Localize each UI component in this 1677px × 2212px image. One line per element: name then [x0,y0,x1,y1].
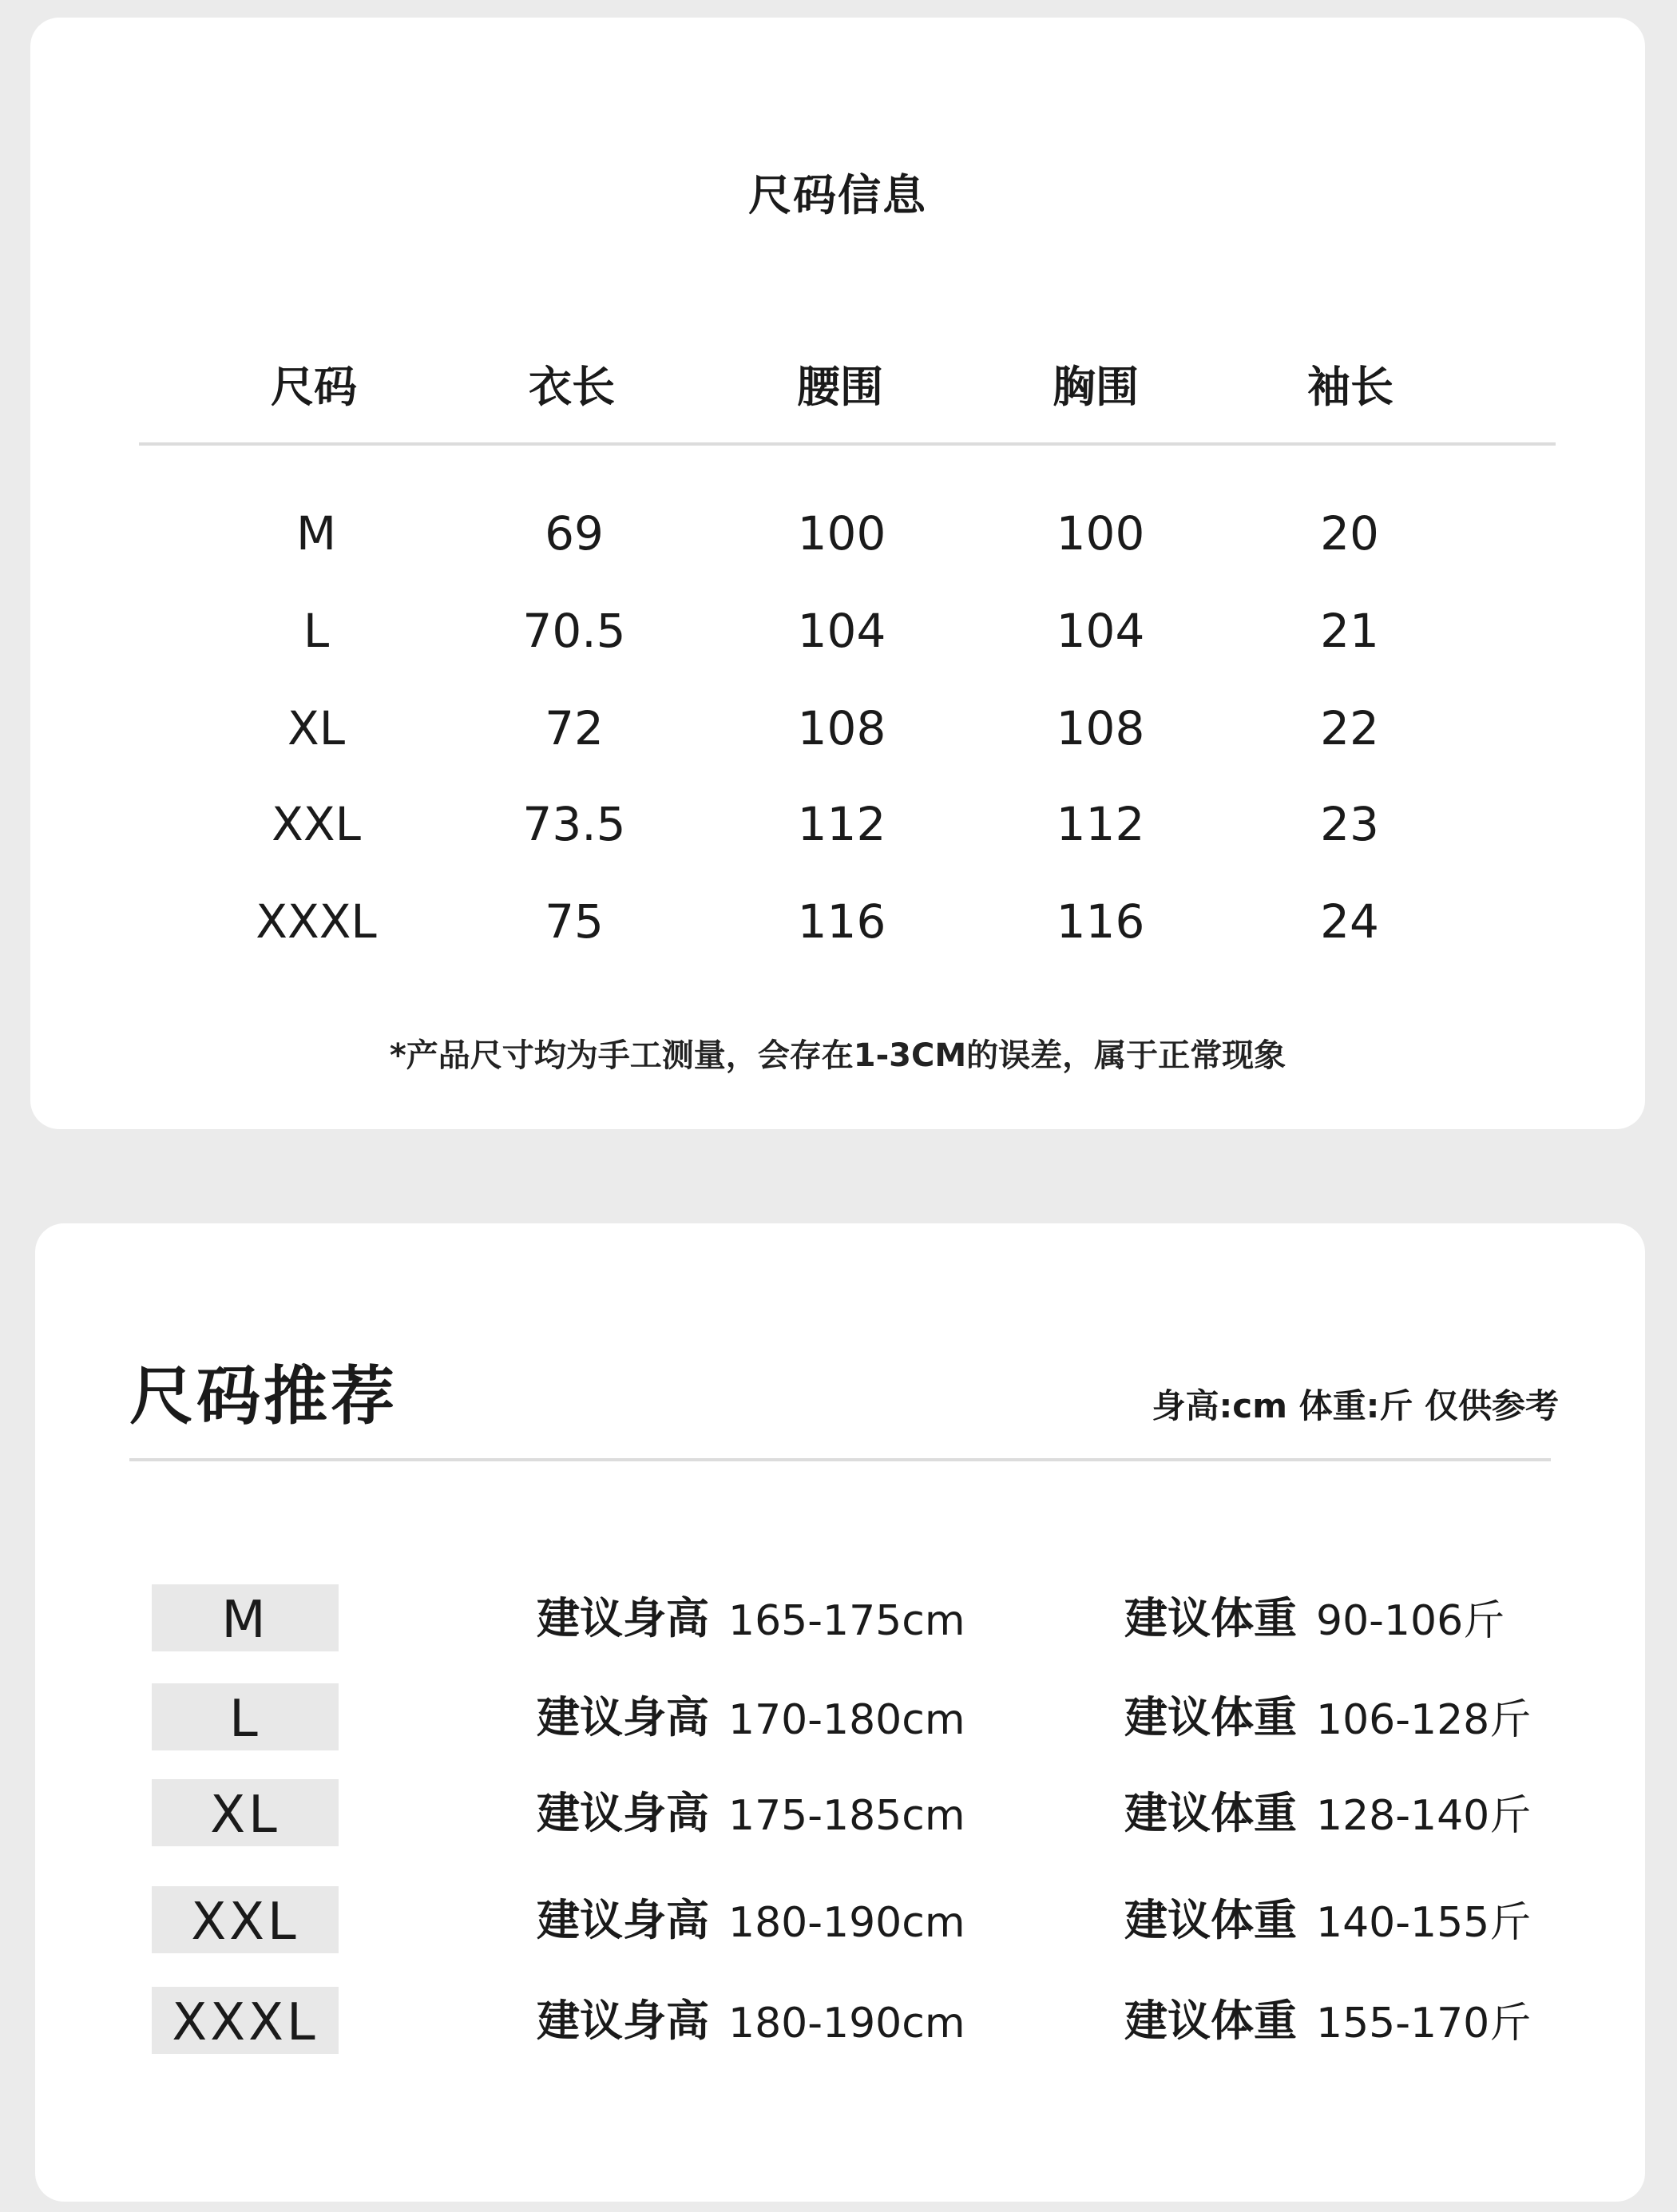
size-table [30,18,1645,1129]
recommend-row [35,1886,1645,1955]
table-cell: 20 [1320,506,1379,561]
table-cell: 100 [1056,506,1145,561]
weight-label: 建议体重 [1124,1788,1297,1838]
size-badge: XXL [152,1886,339,1953]
weight-label: 建议体重 [1124,1895,1297,1945]
recommend-row [35,1779,1645,1848]
table-cell: 22 [1320,701,1379,755]
weight-label: 建议体重 [1124,1996,1297,2046]
table-cell: M [295,506,337,561]
weight-value: 155-170斤 [1316,2000,1532,2047]
table-cell: 21 [1320,604,1379,658]
size-info-title: 尺码信息 [748,170,927,220]
unit-note: 身高:cm 体重:斤 仅供参考 [1152,1386,1559,1425]
header-chest: 胸围 [1053,362,1139,412]
table-cell: 100 [797,506,886,561]
header-size: 尺码 [271,362,357,412]
table-cell: 70.5 [522,604,626,658]
table-cell: 108 [797,701,886,755]
recommend-row [35,1683,1645,1752]
height-label: 建议身高 [537,1996,709,2046]
table-cell: 112 [1056,797,1145,851]
table-cell: 116 [797,894,886,949]
table-cell: 108 [1056,701,1145,755]
size-recommend-title: 尺码推荐 [129,1359,398,1433]
table-cell: 73.5 [522,797,626,851]
header-sleeve: 袖长 [1307,362,1394,412]
weight-value: 106-128斤 [1316,1696,1532,1744]
weight-value: 140-155斤 [1316,1899,1532,1947]
size-recommend-card [35,1223,1645,2202]
height-label: 建议身高 [537,1895,709,1945]
height-value: 180-190cm [728,1899,965,1947]
table-cell: XXL [272,797,361,851]
table-cell: 75 [545,894,604,949]
recommend-row [35,1987,1645,2055]
size-badge: L [152,1683,339,1750]
size-badge: XL [152,1779,339,1846]
table-cell: 104 [797,604,886,658]
table-cell: 112 [797,797,886,851]
header-waist: 腰围 [797,362,883,412]
height-value: 180-190cm [728,2000,965,2047]
table-cell: 72 [545,701,604,755]
height-label: 建议身高 [537,1593,709,1643]
weight-label: 建议体重 [1124,1692,1297,1742]
table-cell: 104 [1056,604,1145,658]
header-length: 衣长 [529,362,615,412]
table-divider [139,442,1556,446]
recommend-row [35,1584,1645,1653]
height-label: 建议身高 [537,1692,709,1742]
weight-value: 90-106斤 [1316,1597,1505,1645]
height-value: 165-175cm [728,1597,965,1645]
table-cell: 116 [1056,894,1145,949]
weight-value: 128-140斤 [1316,1792,1532,1840]
table-cell: XXXL [256,894,377,949]
weight-label: 建议体重 [1124,1593,1297,1643]
size-badge: XXXL [152,1987,339,2054]
size-info-card [30,18,1645,1129]
table-cell: L [303,604,330,658]
table-cell: 23 [1320,797,1379,851]
measurement-note: *产品尺寸均为手工测量，会存在1-3CM的误差，属于正常现象 [389,1037,1286,1074]
size-badge: M [152,1584,339,1651]
table-cell: XL [287,701,346,755]
height-label: 建议身高 [537,1788,709,1838]
recommend-divider [129,1458,1551,1461]
table-cell: 69 [545,506,604,561]
table-cell: 24 [1320,894,1379,949]
height-value: 170-180cm [728,1696,965,1744]
height-value: 175-185cm [728,1792,965,1840]
